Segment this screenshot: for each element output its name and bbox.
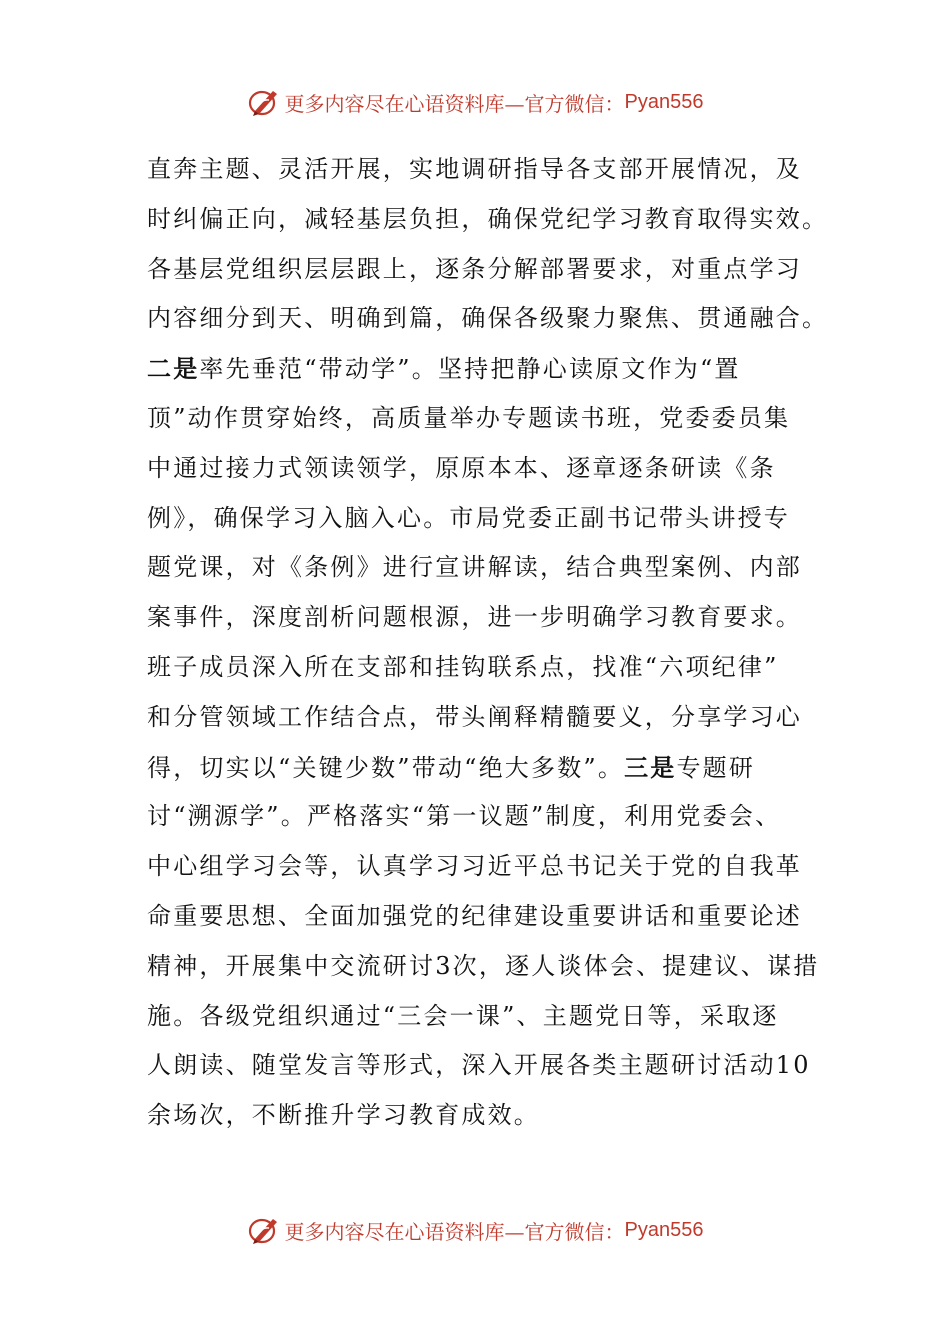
text-line: 余场次，不断推升学习教育成效。 — [147, 1101, 540, 1130]
text-line: 案事件，深度剖析问题根源，进一步明确学习教育要求。 — [147, 603, 802, 632]
text-line: 得，切实以“关键少数”带动“绝大多数”。三是专题研 — [147, 752, 756, 782]
pen-logo-icon — [247, 1213, 281, 1247]
text-line: 施。各级党组织通过“三会一课”、主题党日等，采取逐 — [147, 1001, 779, 1030]
section-marker-2: 二是 — [147, 354, 200, 384]
watermark-text: 更多内容尽在心语资料库—官方微信： — [284, 1219, 625, 1244]
text-line: 直奔主题、灵活开展，实地调研指导各支部开展情况，及 — [147, 155, 802, 183]
text-line: 中通过接力式领读领学，原原本本、逐章逐条研读《条 — [147, 453, 776, 482]
text-line: 题党课，对《条例》进行宣讲解读，结合典型案例、内部 — [147, 553, 802, 582]
text-line: 各基层党组织层层跟上，逐条分解部署要求，对重点学习 — [147, 254, 802, 283]
text-line: 人朗读、随堂发言等形式，深入开展各类主题研讨活动10 — [147, 1051, 811, 1080]
text-line: 例》，确保学习入脑入心。市局党委正副书记带头讲授专 — [147, 503, 790, 532]
text-line: 二是率先垂范“带动学”。坚持把静心读原文作为“置 — [147, 354, 741, 384]
text-line: 命重要思想、全面加强党的纪律建设重要讲话和重要论述 — [147, 901, 802, 930]
body-paragraph — [147, 145, 829, 1141]
watermark-text: 更多内容尽在心语资料库—官方微信： — [284, 91, 625, 116]
section-marker-3: 三是 — [624, 752, 677, 782]
text-line: 精神，开展集中交流研讨3次，逐人谈体会、提建议、谋措 — [147, 951, 820, 980]
text-line: 顶”动作贯穿始终，高质量举办专题读书班，党委委员集 — [147, 403, 791, 432]
text-line: 讨“溯源学”。严格落实“第一议题”制度，利用党委会、 — [147, 802, 782, 831]
text-line: 中心组学习会等，认真学习习近平总书记关于党的自我革 — [147, 852, 802, 881]
text-line: 班子成员深入所在支部和挂钩联系点，找准“六项纪律” — [147, 652, 779, 681]
text-line: 内容细分到天、明确到篇，确保各级聚力聚焦、贯通融合。 — [147, 304, 829, 333]
text-line: 时纠偏正向，减轻基层负担，确保党纪学习教育取得实效。 — [147, 204, 829, 233]
footer-watermark — [0, 1208, 950, 1252]
text-line: 和分管领域工作结合点，带头阐释精髓要义，分享学习心 — [147, 702, 802, 731]
header-watermark — [0, 80, 950, 124]
pen-logo-icon — [247, 85, 281, 119]
wechat-id: Pyan556 — [624, 1218, 704, 1241]
wechat-id: Pyan556 — [624, 90, 704, 113]
